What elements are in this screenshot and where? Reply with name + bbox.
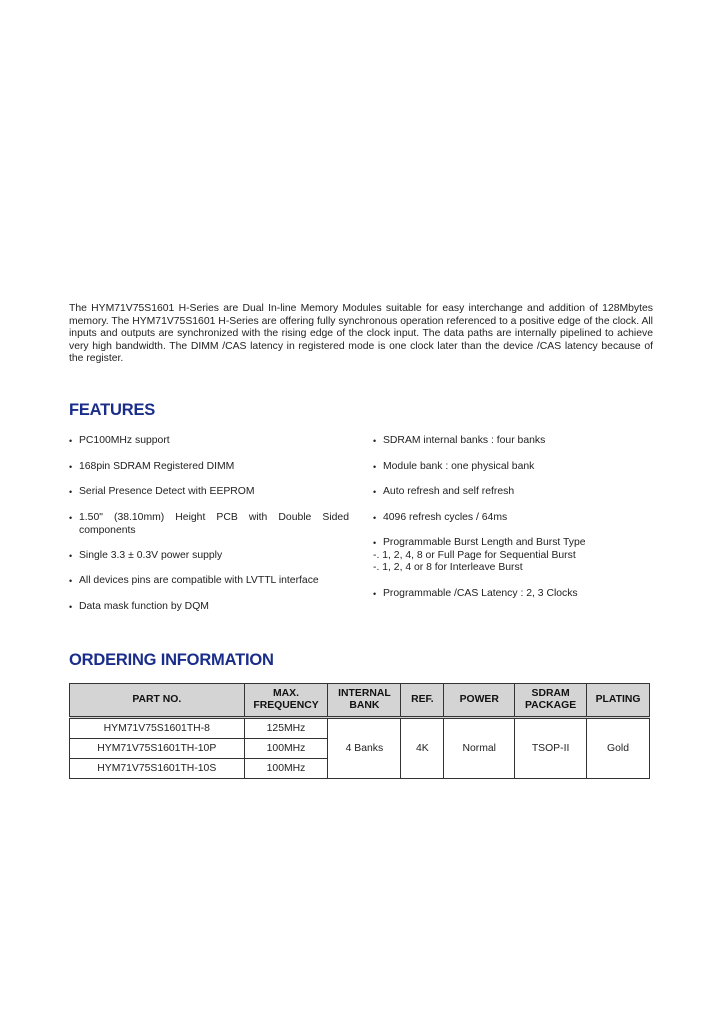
col-header-plating: PLATING (587, 684, 650, 718)
cell-part: HYM71V75S1601TH-8 (70, 718, 245, 739)
bullet-icon: • (69, 551, 73, 561)
list-item: • Single 3.3 ± 0.3V power supply (69, 550, 223, 561)
bullet-icon: • (373, 589, 377, 599)
ordering-table (69, 683, 650, 779)
cell-bank: 4 Banks (328, 718, 401, 779)
col-header-part: PART NO. (70, 684, 245, 718)
bullet-icon: • (373, 538, 377, 548)
col-header-ref: REF. (401, 684, 444, 718)
cell-ref: 4K (401, 718, 444, 779)
list-item: • Module bank : one physical bank (373, 461, 535, 472)
table-header-row (70, 684, 650, 718)
bullet-icon: • (69, 462, 73, 472)
cell-plating: Gold (587, 718, 650, 779)
bullet-icon: • (69, 487, 73, 497)
col-header-power: POWER (444, 684, 515, 718)
burst-sub-sequential: -. 1, 2, 4, 8 or Full Page for Sequential Burst (373, 549, 576, 561)
bullet-icon: • (69, 513, 73, 523)
cell-frequency: 100MHz (244, 759, 328, 779)
table-row (70, 718, 650, 739)
bullet-icon: • (373, 513, 377, 523)
bullet-icon: • (373, 462, 377, 472)
list-item: • All devices pins are compatible with LVTTL interface (69, 575, 319, 586)
list-item-burst: • Programmable Burst Length and Burst Type -. 1, 2, 4, 8 or Full Page for Sequential Burst -. 1, 2, 4 or 8 for Interleave Burst (373, 537, 663, 575)
bullet-icon: • (69, 602, 73, 612)
cell-power: Normal (444, 718, 515, 779)
list-item: • SDRAM internal banks : four banks (373, 435, 546, 446)
cell-frequency: 100MHz (244, 739, 328, 759)
cell-part: HYM71V75S1601TH-10P (70, 739, 245, 759)
bullet-icon: • (373, 487, 377, 497)
list-item: • Data mask function by DQM (69, 601, 209, 612)
col-header-frequency: MAX. FREQUENCY (244, 684, 328, 718)
cell-package: TSOP-II (515, 718, 587, 779)
list-item: • Serial Presence Detect with EEPROM (69, 486, 255, 497)
list-item: • 1.50" (38.10mm) Height PCB with Double Sided components (69, 512, 349, 536)
col-header-bank: INTERNAL BANK (328, 684, 401, 718)
list-item: • 4096 refresh cycles / 64ms (373, 512, 508, 523)
burst-sub-interleave: -. 1, 2, 4 or 8 for Interleave Burst (373, 562, 523, 574)
list-item: • Programmable /CAS Latency : 2, 3 Clocks (373, 588, 578, 599)
cell-frequency: 125MHz (244, 718, 328, 739)
list-item: • 168pin SDRAM Registered DIMM (69, 461, 235, 472)
ordering-heading: ORDERING INFORMATION (69, 651, 274, 669)
col-header-package: SDRAM PACKAGE (515, 684, 587, 718)
list-item: • PC100MHz support (69, 435, 170, 446)
intro-paragraph: The HYM71V75S1601 H-Series are Dual In-line Memory Modules suitable for easy interchange and addition of 128Mbytes memory. The HYM71V75S1601 H-Series are offering fully synchronous operation referenced to a positive edge of the clock. All inputs and outputs are synchronized with the rising edge of the clock input. The data paths are internally pipelined to achieve very high bandwidth. The DIMM /CAS latency in registered mode is one clock later than the device /CAS latency because of the register. (69, 303, 653, 365)
bullet-icon: • (69, 436, 73, 446)
features-heading: FEATURES (69, 401, 156, 419)
list-item: • Auto refresh and self refresh (373, 486, 515, 497)
cell-part: HYM71V75S1601TH-10S (70, 759, 245, 779)
bullet-icon: • (69, 576, 73, 586)
bullet-icon: • (373, 436, 377, 446)
